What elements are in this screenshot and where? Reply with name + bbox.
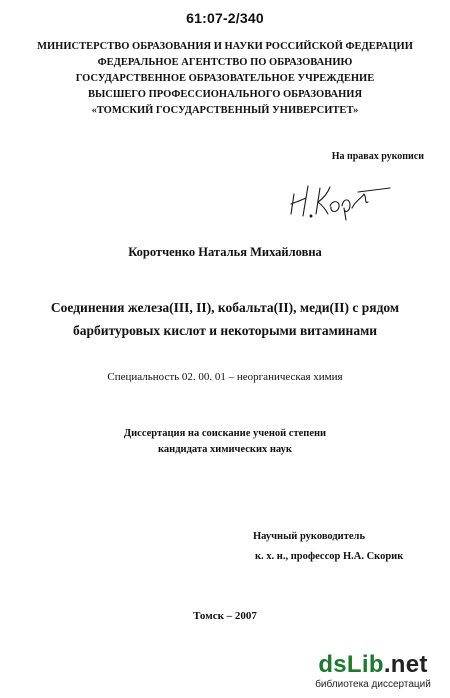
ministry-line-4: ВЫСШЕГО ПРОФЕССИОНАЛЬНОГО ОБРАЗОВАНИЯ bbox=[87, 89, 363, 100]
ministry-line-5: «ТОМСКИЙ ГОСУДАРСТВЕННЫЙ УНИВЕРСИТЕТ» bbox=[91, 105, 359, 116]
watermark-logo bbox=[308, 652, 438, 678]
ministry-header bbox=[0, 39, 450, 119]
rights-note: На правах рукописи bbox=[331, 151, 424, 162]
ministry-line-3: ГОСУДАРСТВЕННОЕ ОБРАЗОВАТЕЛЬНОЕ УЧРЕЖДЕНИЕ bbox=[75, 73, 375, 84]
ministry-line-2: ФЕДЕРАЛЬНОЕ АГЕНТСТВО ПО ОБРАЗОВАНИЮ bbox=[97, 57, 353, 68]
supervisor-name: к. х. н., профессор Н.А. Скорик bbox=[255, 551, 404, 562]
title-line-2: барбитуровых кислот и некоторыми витаминами bbox=[72, 323, 378, 338]
dissertation-title bbox=[0, 296, 450, 342]
author-name: Коротченко Наталья Михайловна bbox=[128, 245, 322, 259]
watermark bbox=[308, 652, 438, 692]
specialty: Специальность 02. 00. 01 – неорганическая химия bbox=[107, 371, 343, 383]
ministry-line-1: МИНИСТЕРСТВО ОБРАЗОВАНИЯ И НАУКИ РОССИЙСКОЙ ФЕДЕРАЦИИ bbox=[37, 41, 413, 52]
supervisor-block bbox=[253, 527, 403, 567]
watermark-logo-prefix: dsLib bbox=[318, 651, 384, 678]
degree-line-2: кандидата химических наук bbox=[158, 444, 292, 455]
handwritten-signature bbox=[286, 178, 394, 222]
place-year: Томск – 2007 bbox=[193, 610, 257, 622]
watermark-logo-suffix: .net bbox=[383, 651, 428, 678]
title-line-1: Соединения железа(III, II), кобальта(II), меди(II) с рядом bbox=[50, 300, 400, 315]
catalog-number: 61:07-2/340 bbox=[186, 10, 264, 26]
degree-statement bbox=[0, 426, 450, 458]
supervisor-label: Научный руководитель bbox=[253, 531, 365, 542]
watermark-tagline: библиотека диссертаций bbox=[315, 679, 431, 690]
degree-line-1: Диссертация на соискание ученой степени bbox=[123, 428, 327, 439]
